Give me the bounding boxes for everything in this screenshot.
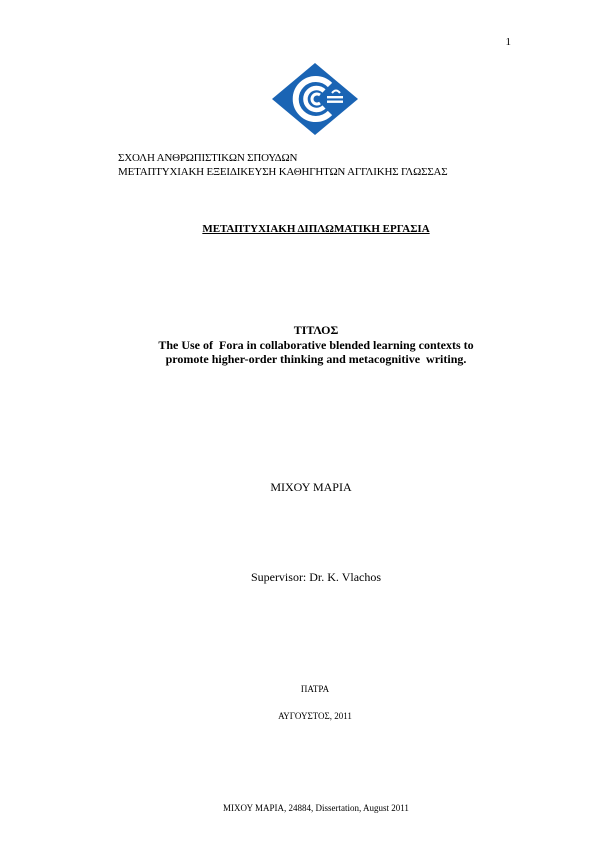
date: ΑΥΓΟΥΣΤΟΣ, 2011 bbox=[278, 711, 352, 721]
title-line-1: The Use of Fora in collaborative blended learning contexts to bbox=[158, 337, 474, 352]
university-logo-icon bbox=[272, 63, 358, 135]
supervisor-line: Supervisor: Dr. K. Vlachos bbox=[250, 570, 382, 584]
page-number: 1 bbox=[505, 36, 511, 48]
author-name: ΜΙΧΟΥ ΜΑΡΙΑ bbox=[270, 480, 352, 494]
thesis-type-heading: ΜΕΤΑΠΤΥΧΙΑΚΗ ΔΙΠΛΩΜΑΤΙΚΗ ΕΡΓΑΣΙΑ bbox=[202, 223, 430, 235]
school-block bbox=[118, 152, 448, 179]
city: ΠΑΤΡΑ bbox=[300, 684, 330, 694]
title-block bbox=[0, 323, 600, 367]
title-line-2: promote higher-order thinking and metacognitive writing. bbox=[165, 352, 467, 366]
program-name: ΜΕΤΑΠΤΥΧΙΑΚΗ ΕΞΕΙΔΙΚΕΥΣΗ ΚΑΘΗΓΗΤΩΝ ΑΓΓΛΙΚΗΣ ΓΛΩΣΣΑΣ bbox=[118, 165, 448, 178]
page-footer: ΜΙΧΟΥ ΜΑΡΙΑ, 24884, Dissertation, August 2011 bbox=[223, 803, 409, 813]
school-name: ΣΧΟΛΗ ΑΝΘΡΩΠΙΣΤΙΚΩΝ ΣΠΟΥΔΩΝ bbox=[118, 152, 298, 164]
title-heading: ΤΙΤΛΟΣ bbox=[293, 323, 339, 337]
